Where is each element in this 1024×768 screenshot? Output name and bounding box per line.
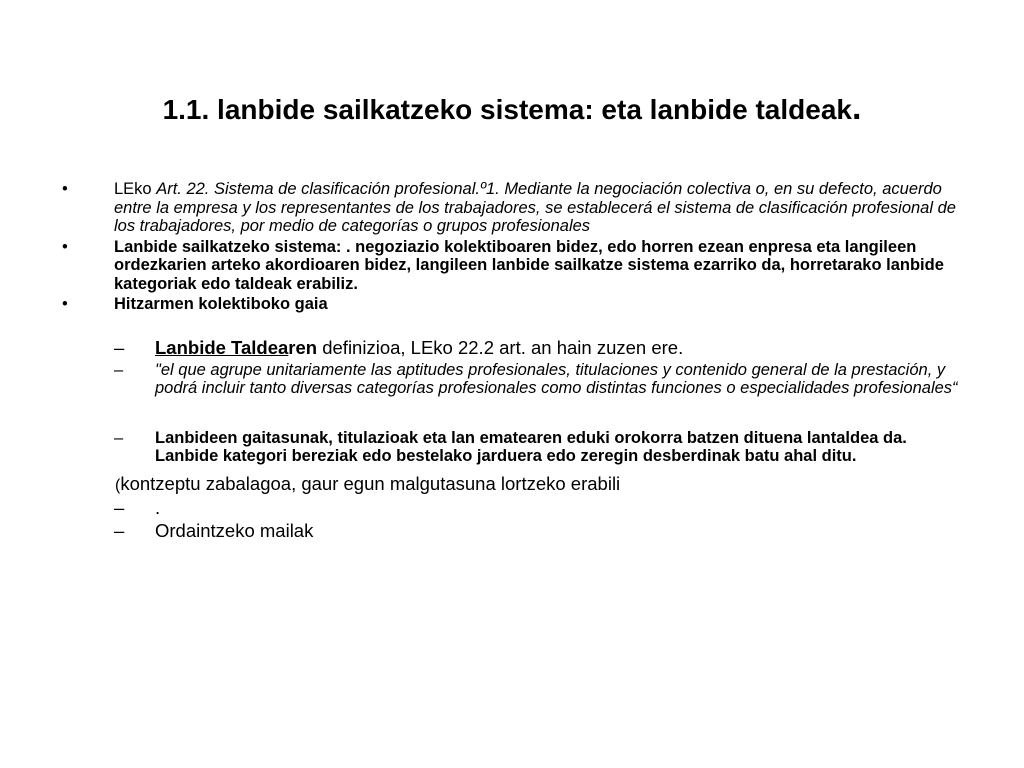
bullet-leko-prefix: LEko	[114, 180, 157, 198]
dash-item-dot	[62, 497, 962, 518]
bullet-item-hitzarmen-gaia	[62, 295, 962, 314]
slide-title	[40, 88, 984, 130]
lanbide-taldea-term: Lanbide Taldea	[155, 336, 289, 358]
dash-symbol: –	[114, 519, 125, 541]
bullet-item-leko-art22	[62, 180, 962, 236]
prestacion-quote-text: "el que agrupe unitariamente las aptitudes profesionales, titulaciones y contenido general de la prestación, y podrá incluir tanto diversas categorías profesionales como distintas funciones o especialidades profesionales“	[155, 360, 958, 397]
kontzeptu-paren: (	[115, 476, 121, 494]
bullet-symbol: •	[62, 295, 68, 313]
slide-body	[62, 180, 962, 541]
slide-title-dot: .	[851, 89, 862, 127]
bullet-hitzarmen-text: Hitzarmen kolektiboko gaia	[114, 295, 328, 313]
bullet-symbol: •	[62, 180, 68, 198]
dash-symbol: –	[114, 360, 124, 379]
dash-symbol: –	[114, 428, 124, 447]
bullet-art22-quote: Art. 22. Sistema de clasificación profesional.º1. Mediante la negociación colectiva o, en su defecto, acuerdo entre la empresa y los representantes de los trabajadores, se establecerá el sistema de clasificación profesional de los trabajadores, por medio de categorías o grupos profesionales	[114, 180, 956, 235]
dash-item-ordaintzeko-mailak	[62, 520, 962, 541]
bullet-symbol: •	[62, 237, 68, 256]
dash-item-lanbide-taldea	[62, 337, 962, 358]
bullet-sailkatzeko-text: Lanbide sailkatzeko sistema: . negoziazio kolektiboaren bidez, edo horren ezean enpresa eta langileen ordezkarien arteko akordioaren bidez, langileen lanbide sailkatze sistema ezarriko da, horretarako lanbide kategoriak edo taldeak erabiliz.	[114, 237, 944, 293]
ordaintzeko-mailak-text: Ordaintzeko mailak	[155, 519, 314, 541]
dash-symbol: –	[114, 496, 125, 518]
lanbide-taldea-suffix: ren	[288, 336, 318, 358]
dash-symbol: –	[114, 336, 125, 358]
slide-title-text: 1.1. lanbide sailkatzeko sistema: eta lanbide taldeak	[162, 94, 852, 125]
lanbide-taldea-definition: definizioa, LEko 22.2 art. an hain zuzen ere.	[317, 336, 684, 358]
kontzeptu-text: kontzeptu zabalagoa, gaur egun malgutasuna lortzeko erabili	[120, 472, 621, 494]
bullet-item-sailkatzeko-sistema	[62, 238, 962, 294]
dash-item-prestacion-quote	[62, 361, 962, 398]
dash-item-lanbideen-gaitasunak	[62, 429, 962, 466]
lanbideen-gaitasunak-text: Lanbideen gaitasunak, titulazioak eta lan ematearen eduki orokorra batzen dituena lantaldea da. Lanbide kategori bereziak edo bestelako jarduera edo zeregin desberdinak batu ahal ditu.	[155, 428, 907, 465]
dot-text: .	[155, 496, 161, 518]
paren-item-kontzeptu	[62, 473, 962, 496]
